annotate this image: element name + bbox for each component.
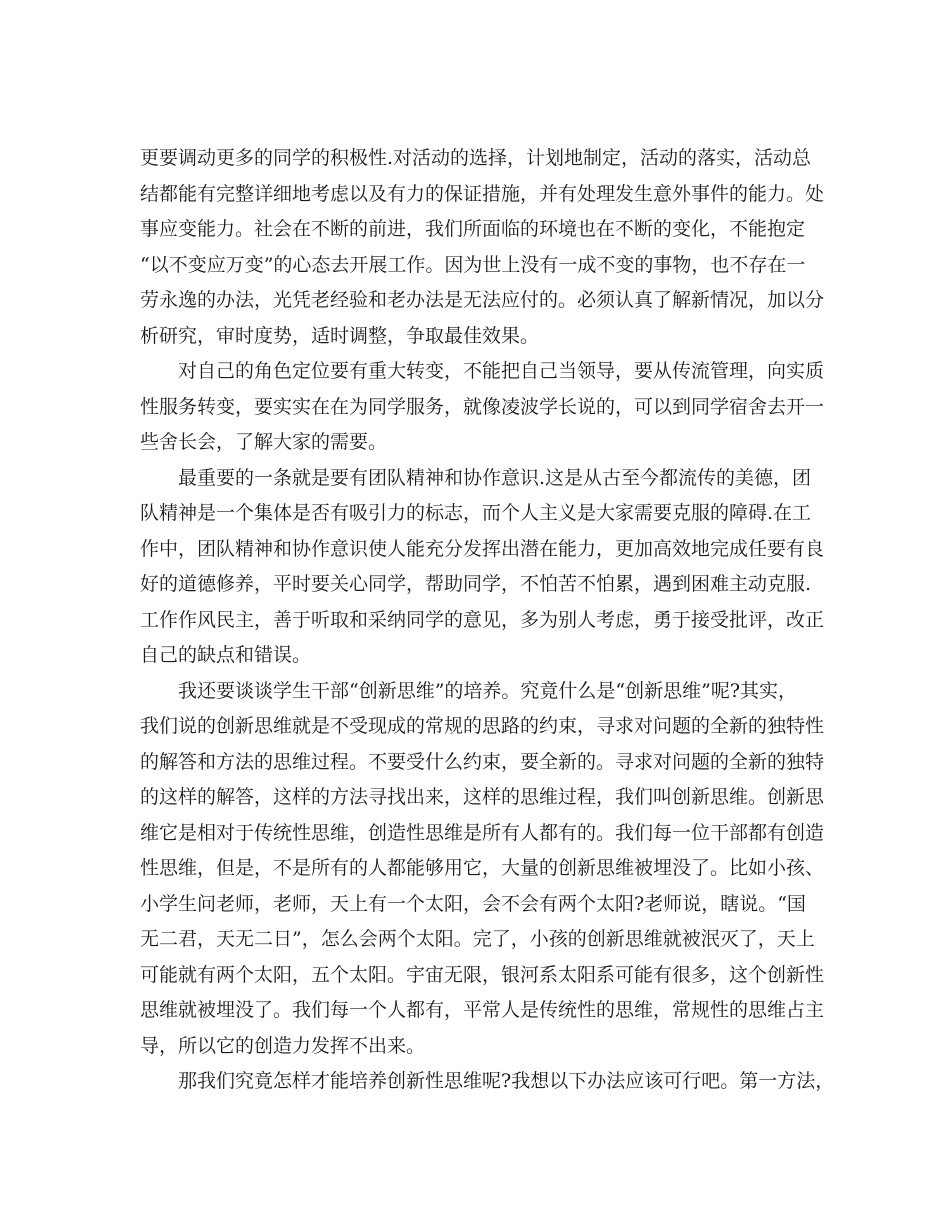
text-line: 结都能有完整详细地考虑以及有力的保证措施，并有处理发生意外事件的能力。处 bbox=[140, 182, 825, 205]
text-line: 些舍长会，了解大家的需要。 bbox=[140, 431, 388, 453]
text-line: 队精神是一个集体是否有吸引力的标志，而个人主义是大家需要克服的障碍.在工 bbox=[140, 502, 812, 524]
text-line: 最重要的一条就是要有团队精神和协作意识.这是从古至今都流传的美德，团 bbox=[178, 466, 812, 489]
text-line: 的解答和方法的思维过程。不要受什么约束，要全新的。寻求对问题的全新的独特 bbox=[140, 750, 825, 773]
text-line: 自己的缺点和错误。 bbox=[140, 644, 312, 666]
text-line: 我们说的创新思维就是不受现成的常规的思路的约束，寻求对问题的全新的独特性 bbox=[140, 715, 825, 737]
document-body bbox=[140, 141, 835, 1100]
text-line: 小学生问老师，老师，天上有一个太阳，会不会有两个太阳?老师说，瞎说。“国 bbox=[140, 892, 806, 915]
text-line: 的这样的解答，这样的方法寻找出来，这样的思维过程，我们叫创新思维。创新思 bbox=[140, 786, 825, 808]
text-line: 导，所以它的创造力发挥不出来。 bbox=[140, 1034, 426, 1057]
text-line: 思维就被埋没了。我们每一个人都有，平常人是传统性的思维，常规性的思维占主 bbox=[140, 999, 825, 1021]
text-line: 我还要谈谈学生干部“创新思维”的培养。究竟什么是“创新思维”呢?其实， bbox=[178, 679, 798, 702]
paragraph-team-spirit bbox=[140, 461, 825, 674]
text-line: 性服务转变，要实实在在为同学服务，就像凌波学长说的，可以到同学宿舍去开一 bbox=[140, 395, 825, 418]
text-line: 好的道德修养，平时要关心同学，帮助同学，不怕苦不怕累，遇到困难主动克服. bbox=[140, 573, 812, 595]
text-line: 对自己的角色定位要有重大转变，不能把自己当领导，要从传流管理，向实质 bbox=[178, 360, 825, 382]
paragraph-cultivation-methods bbox=[140, 1064, 835, 1100]
text-line: “以不变应万变”的心态去开展工作。因为世上没有一成不变的事物，也不存在一 bbox=[140, 253, 806, 276]
text-line: 作中，团队精神和协作意识使人能充分发挥出潜在能力，更加高效地完成任要有良 bbox=[140, 537, 825, 560]
text-line: 那我们究竟怎样才能培养创新性思维呢?我想以下办法应该可行吧。第一方法， bbox=[178, 1070, 835, 1092]
text-line: 析研究，审时度势，适时调整，争取最佳效果。 bbox=[140, 324, 540, 347]
text-line: 事应变能力。社会在不断的前进，我们所面临的环境也在不断的变化，不能抱定 bbox=[140, 218, 806, 240]
paragraph-activity-planning bbox=[140, 141, 825, 354]
paragraph-role-positioning bbox=[140, 354, 825, 461]
text-line: 无二君，天无二日”，怎么会两个太阳。完了，小孩的创新思维就被泯灭了，天上 bbox=[140, 928, 815, 950]
text-line: 性思维，但是，不是所有的人都能够用它，大量的创新思维被埋没了。比如小孩、 bbox=[140, 857, 825, 879]
text-line: 可能就有两个太阳，五个太阳。宇宙无限，银河系太阳系可能有很多，这个创新性 bbox=[140, 963, 825, 986]
text-line: 劳永逸的办法，光凭老经验和老办法是无法应付的。必须认真了解新情况，加以分 bbox=[140, 289, 825, 311]
text-line: 维它是相对于传统性思维，创造性思维是所有人都有的。我们每一位干部都有创造 bbox=[140, 821, 825, 844]
paragraph-innovative-thinking bbox=[140, 674, 825, 1065]
text-line: 工作作风民主，善于听取和采纳同学的意见，多为别人考虑，勇于接受批评，改正 bbox=[140, 608, 825, 631]
text-line: 更要调动更多的同学的积极性.对活动的选择，计划地制定，活动的落实，活动总 bbox=[140, 147, 812, 169]
